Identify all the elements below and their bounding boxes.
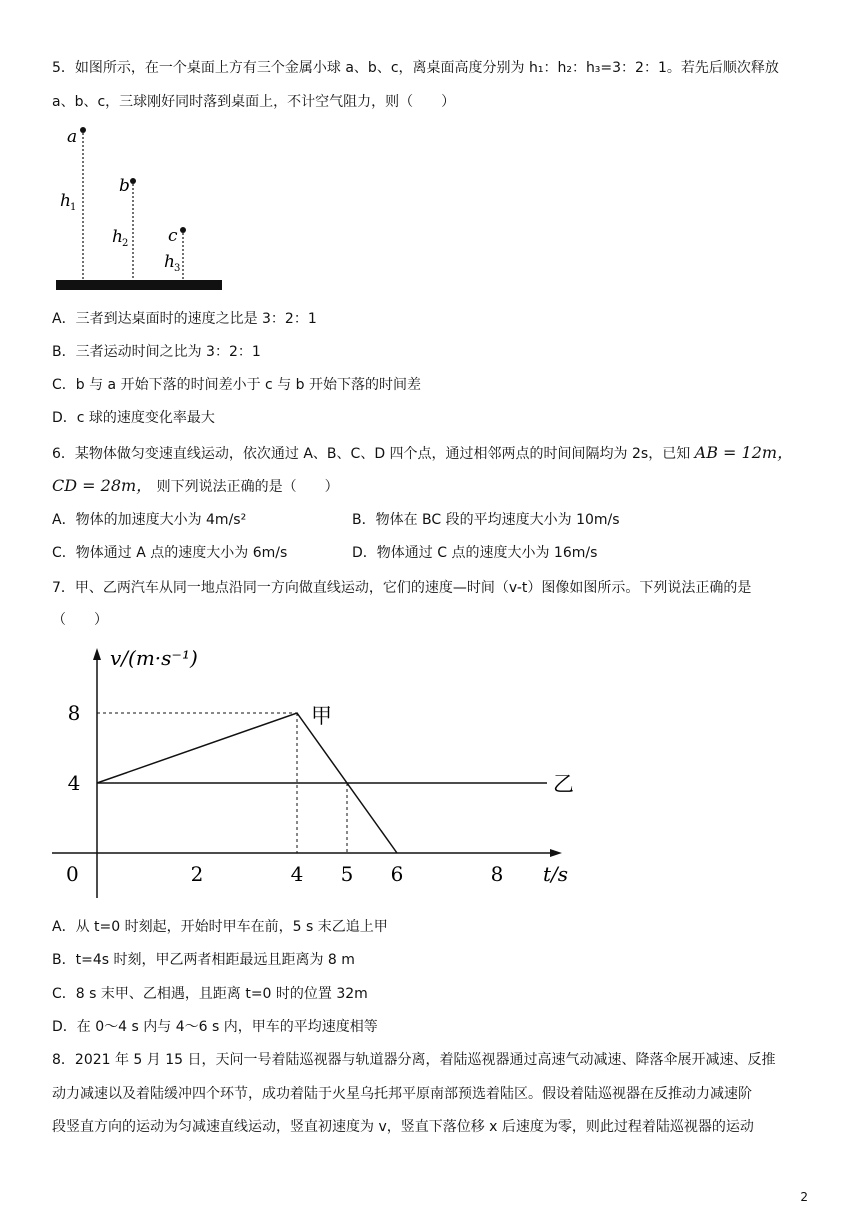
q5-figure <box>52 118 232 296</box>
label-h2: h <box>112 227 123 247</box>
ball-c <box>180 227 186 233</box>
q7-stem-line1: 7．甲、乙两汽车从同一地点沿同一方向做直线运动，它们的速度—时间（v-t）图像如图所示。下列说法正确的是 <box>52 580 752 596</box>
q5-option-a: A．三者到达桌面时的速度之比是 3：2：1 <box>52 311 317 327</box>
q5-option-c: C．b 与 a 开始下落的时间差小于 c 与 b 开始下落的时间差 <box>52 377 421 393</box>
y-tick-label-0: 4 <box>67 771 81 795</box>
q7-stem-line2: （ ） <box>52 612 108 628</box>
q6-option-b: B．物体在 BC 段的平均速度大小为 10m/s <box>352 512 620 528</box>
vt-chart <box>40 640 580 900</box>
q7-option-a: A．从 t=0 时刻起，开始时甲车在前，5 s 末乙追上甲 <box>52 919 388 935</box>
q5-option-d: D．c 球的速度变化率最大 <box>52 410 215 426</box>
q6-eq-ab: AB = 12m， <box>694 443 794 462</box>
label-h1: h <box>60 191 71 211</box>
x-tick-label-2: 4 <box>290 862 304 886</box>
table-surface <box>56 280 222 290</box>
series-yi-label: 乙 <box>553 772 574 796</box>
label-h1-sub: 1 <box>70 202 77 213</box>
q5-stem-line1: 5．如图所示，在一个桌面上方有三个金属小球 a、b、c，离桌面高度分别为 h₁：h₂：h₃=3：2：1。若先后顺次释放 <box>52 60 779 76</box>
label-b: b <box>119 176 130 196</box>
series-jia-label: 甲 <box>311 704 332 728</box>
y-axis-label: v/(m·s⁻¹) <box>110 646 198 670</box>
q5-option-b: B．三者运动时间之比为 3：2：1 <box>52 344 261 360</box>
label-c: c <box>168 226 178 246</box>
q6-stem-line1 <box>52 443 793 464</box>
q6-eq-cd: CD = 28m， <box>52 476 153 495</box>
q5-stem-line2: a、b、c，三球刚好同时落到桌面上，不计空气阻力，则（ ） <box>52 94 456 110</box>
q6-stem-text: 6．某物体做匀变速直线运动，依次通过 A、B、C、D 四个点，通过相邻两点的时间间隔均为 2s，已知 <box>52 446 691 462</box>
label-h3-sub: 3 <box>174 263 181 274</box>
y-tick-label-1: 8 <box>67 701 81 725</box>
q6-option-a: A．物体的加速度大小为 4m/s² <box>52 512 247 528</box>
x-axis-label: t/s <box>543 862 569 886</box>
x-tick-label-3: 5 <box>340 862 354 886</box>
q7-option-b: B．t=4s 时刻，甲乙两者相距最远且距离为 8 m <box>52 952 355 968</box>
q8-stem-line3: 段竖直方向的运动为匀减速直线运动，竖直初速度为 v，竖直下落位移 x 后速度为零，则此过程着陆巡视器的运动 <box>52 1119 754 1135</box>
q6-option-d: D．物体通过 C 点的速度大小为 16m/s <box>352 545 598 561</box>
q6-stem-tail: 则下列说法正确的是（ ） <box>156 479 339 495</box>
page-number: 2 <box>800 1190 808 1204</box>
q8-stem-line2: 动力减速以及着陆缓冲四个环节，成功着陆于火星乌托邦平原南部预选着陆区。假设着陆巡视器在反推动力减速阶 <box>52 1086 752 1102</box>
y-axis-arrow <box>93 648 101 660</box>
q6-stem-line2 <box>52 476 339 497</box>
label-h3: h <box>164 252 175 272</box>
q6-option-c: C．物体通过 A 点的速度大小为 6m/s <box>52 545 288 561</box>
x-tick-label-0: 0 <box>66 862 79 886</box>
ball-b <box>130 178 136 184</box>
q7-option-c: C．8 s 末甲、乙相遇，且距离 t=0 时的位置 32m <box>52 986 368 1002</box>
x-tick-label-1: 2 <box>190 862 204 886</box>
label-h2-sub: 2 <box>122 238 129 249</box>
q7-option-d: D．在 0～4 s 内与 4～6 s 内，甲车的平均速度相等 <box>52 1019 378 1035</box>
x-tick-label-5: 8 <box>490 862 504 886</box>
label-a: a <box>67 127 78 147</box>
x-axis-arrow <box>550 849 562 857</box>
x-tick-label-4: 6 <box>390 862 404 886</box>
q8-stem-line1: 8．2021 年 5 月 15 日，天问一号着陆巡视器与轨道器分离，着陆巡视器通过高速气动减速、降落伞展开减速、反推 <box>52 1052 776 1068</box>
ball-a <box>80 127 86 133</box>
